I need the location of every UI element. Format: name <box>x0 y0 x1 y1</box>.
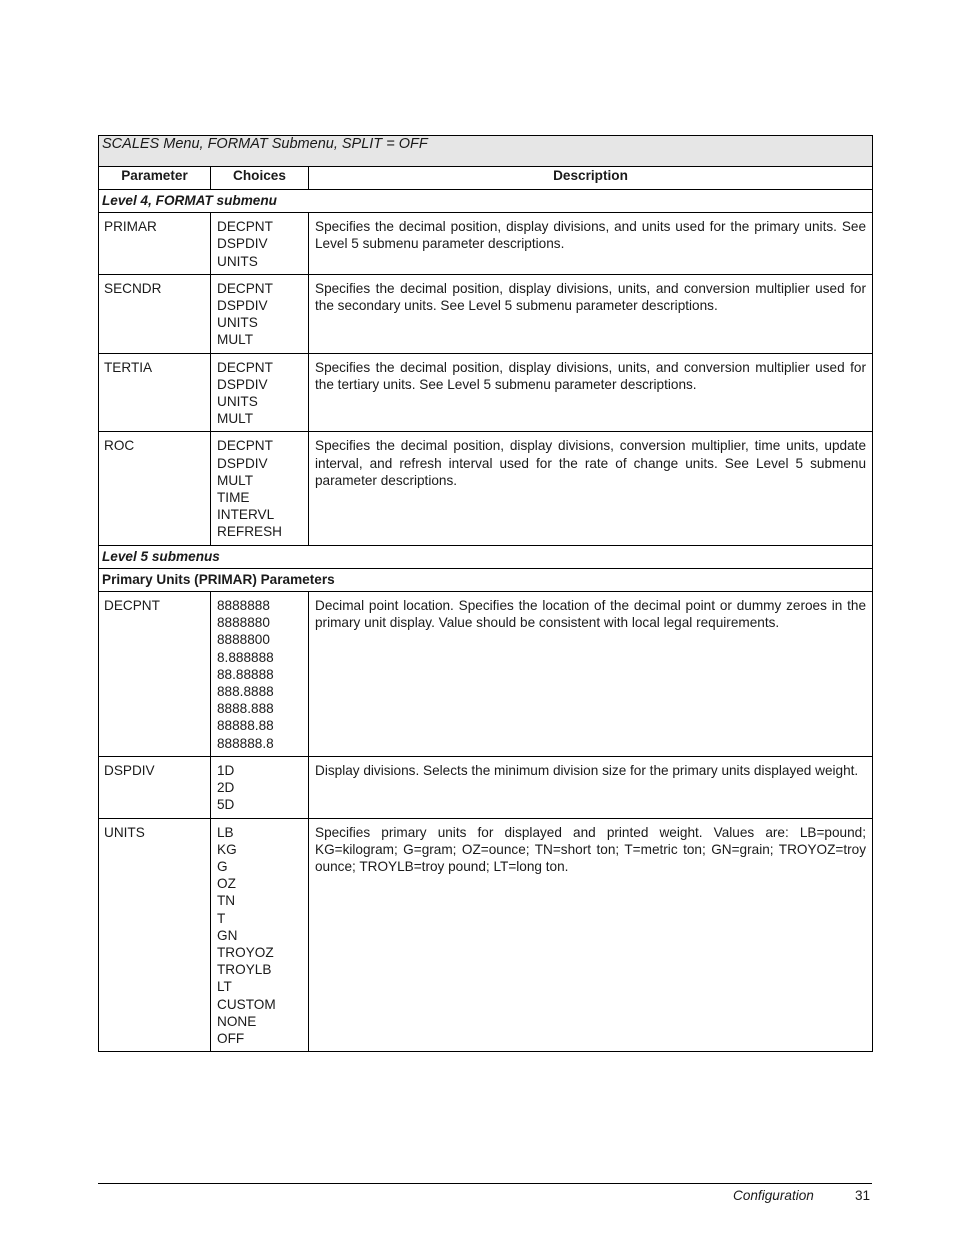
choice-item: 888888.8 <box>217 735 274 751</box>
table-row <box>99 432 873 545</box>
choice-item: DSPDIV <box>217 236 268 252</box>
choice-item: GN <box>217 927 238 943</box>
footer-section-name: Configuration <box>733 1188 814 1203</box>
choices-cell <box>211 353 309 432</box>
choice-item: OZ <box>217 876 236 892</box>
primary-units-heading: Primary Units (PRIMAR) Parameters <box>99 568 873 591</box>
parameter-cell: UNITS <box>99 818 211 1052</box>
choice-item: TIME <box>217 490 250 506</box>
table-row <box>99 592 873 757</box>
table-header-row <box>99 167 873 190</box>
description-cell: Display divisions. Selects the minimum division size for the primary units displayed weight. <box>309 756 873 818</box>
description-cell: Specifies the decimal position, display divisions, units, and conversion multiplier used for the secondary units. See Level 5 submenu parameter descriptions. <box>309 274 873 353</box>
table-row <box>99 756 873 818</box>
choice-item: 8888800 <box>217 632 270 648</box>
choice-item: 88888.88 <box>217 718 274 734</box>
parameter-cell: TERTIA <box>99 353 211 432</box>
choices-cell <box>211 274 309 353</box>
table-title-row <box>99 136 873 167</box>
choice-item: KG <box>217 841 237 857</box>
primary-rows <box>99 592 873 1052</box>
table-row <box>99 818 873 1052</box>
choice-item: TROYOZ <box>217 944 274 960</box>
table-row <box>99 353 873 432</box>
choice-item: TN <box>217 893 236 909</box>
table-row <box>99 274 873 353</box>
parameter-cell: DECPNT <box>99 592 211 757</box>
choice-item: T <box>217 910 226 926</box>
choice-item: DSPDIV <box>217 455 268 471</box>
choice-item: TROYLB <box>217 962 272 978</box>
scales-format-table <box>98 135 873 1052</box>
parameter-cell: SECNDR <box>99 274 211 353</box>
choice-item: DECPNT <box>217 280 273 296</box>
choice-item: DSPDIV <box>217 376 268 392</box>
choice-item: 8888880 <box>217 615 270 631</box>
description-cell: Specifies primary units for displayed and printed weight. Values are: LB=pound; KG=kilogram; G=gram; OZ=ounce; TN=short ton; T=metric ton; GN=grain; TROYOZ=troy ounce; TROYLB=troy pound; LT=long ton. <box>309 818 873 1052</box>
choices-cell <box>211 592 309 757</box>
description-cell: Specifies the decimal position, display divisions, conversion multiplier, time units, update interval, and refresh interval used for the rate of change units. See Level 5 submenu parameter descriptions. <box>309 432 873 545</box>
choice-item: 8888.888 <box>217 701 274 717</box>
table-title: SCALES Menu, FORMAT Submenu, SPLIT = OFF <box>99 136 873 167</box>
choices-cell <box>211 213 309 275</box>
table-row <box>99 213 873 275</box>
choice-item: REFRESH <box>217 524 282 540</box>
description-cell: Specifies the decimal position, display divisions, units, and conversion multiplier used for the tertiary units. See Level 5 submenu parameter descriptions. <box>309 353 873 432</box>
choice-item: 2D <box>217 780 235 796</box>
description-cell: Specifies the decimal position, display divisions, and units used for the primary units. See Level 5 submenu parameter descriptions. <box>309 213 873 275</box>
choice-item: 8888888 <box>217 598 270 614</box>
choice-item: 88.88888 <box>217 666 274 682</box>
parameter-cell: DSPDIV <box>99 756 211 818</box>
header-parameter: Parameter <box>99 167 211 190</box>
choice-item: DSPDIV <box>217 298 268 314</box>
choice-item: MULT <box>217 332 253 348</box>
page-number: 31 <box>855 1188 871 1203</box>
choice-item: 1D <box>217 762 235 778</box>
choice-item: MULT <box>217 472 253 488</box>
choices-cell <box>211 818 309 1052</box>
choice-item: NONE <box>217 1013 257 1029</box>
section-heading-row <box>99 545 873 568</box>
choice-item: UNITS <box>217 253 258 269</box>
level4-rows <box>99 213 873 545</box>
section-heading-row <box>99 190 873 213</box>
choice-item: UNITS <box>217 315 258 331</box>
section-heading-row <box>99 568 873 591</box>
level5-heading: Level 5 submenus <box>99 545 873 568</box>
description-cell: Decimal point location. Specifies the location of the decimal point or dummy zeroes in the primary unit display. Value should be consistent with local legal requirements. <box>309 592 873 757</box>
header-description: Description <box>309 167 873 190</box>
header-choices: Choices <box>211 167 309 190</box>
choice-item: 5D <box>217 797 235 813</box>
choice-item: MULT <box>217 411 253 427</box>
choice-item: DECPNT <box>217 219 273 235</box>
choice-item: LB <box>217 824 234 840</box>
choices-cell <box>211 432 309 545</box>
parameter-cell: ROC <box>99 432 211 545</box>
choice-item: 8.888888 <box>217 649 274 665</box>
choice-item: 888.8888 <box>217 684 274 700</box>
choice-item: INTERVL <box>217 507 275 523</box>
footer-divider <box>98 1183 872 1184</box>
choices-cell <box>211 756 309 818</box>
choice-item: UNITS <box>217 394 258 410</box>
choice-item: OFF <box>217 1030 245 1046</box>
level4-heading: Level 4, FORMAT submenu <box>99 190 873 213</box>
parameter-cell: PRIMAR <box>99 213 211 275</box>
choice-item: G <box>217 858 228 874</box>
choice-item: DECPNT <box>217 359 273 375</box>
choice-item: DECPNT <box>217 438 273 454</box>
choice-item: LT <box>217 979 232 995</box>
choice-item: CUSTOM <box>217 996 276 1012</box>
